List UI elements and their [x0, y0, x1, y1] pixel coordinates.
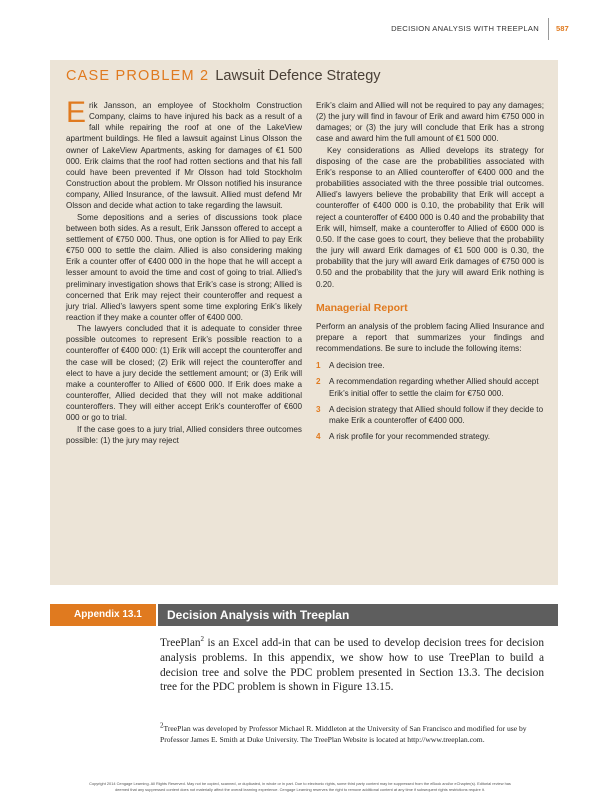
footnote-marker: 2	[200, 635, 205, 644]
drop-cap: E	[66, 96, 87, 129]
appendix-body-word: TreePlan	[160, 637, 201, 649]
appendix-paragraph	[160, 636, 544, 695]
footnote	[160, 723, 552, 745]
list-item	[316, 360, 544, 371]
case-paragraph-6: Key considerations as Allied develops its strategy for disposing of the case are the probabilities associated with Erik’s response to an Allied counteroffer of €400 000 and the probabilities associated with the three possible trial outcomes. Allied’s lawyers believe the probability that Erik will accept a counteroffer of €400 000 is 0.10, the probability that Erik will reject a counteroffer of €400 000 is 0.40 and the probability that Erik will, himself, make a counteroffer to Allied of €600 000 is 0.50. If the case goes to court, they believe that the probability the jury will award Erik damages of €1 500 000 is 0.30, the probability that the jury will award Erik damages of €750 000 is 0.50 and the probability that the jury will award Erik nothing is 0.20.	[316, 145, 544, 289]
managerial-report-heading: Managerial Report	[316, 301, 408, 314]
case-paragraph-4: If the case goes to a jury trial, Allied considers three outcomes possible: (1) the jury may reject	[66, 424, 302, 445]
page-header	[0, 0, 600, 48]
case-paragraph-2: Some depositions and a series of discussions took place between both sides. As a result, Erik Jansson offered to accept a settlement of €750 000. Thus, one option is for Allied to pay Erik €750 000 to settle the claim. Allied is also considering making Erik a counter offer of €400 000 in the hope that he will accept a lesser amount to avoid the time and cost of going to trial. Allied’s preliminary investigation shows that Erik’s case is strong; Allied is concerned that Erik may reject their counteroffer and request a jury trial. Allied’s lawyers spent some time exploring Erik’s likely reaction if they make a counter offer of €400 000.	[66, 212, 302, 322]
list-item-text: A recommendation regarding whether Allied should accept Erik’s initial offer to settle the claim for €750 000.	[329, 377, 539, 398]
list-item	[316, 431, 544, 442]
case-paragraph-1-text: rik Jansson, an employee of Stockholm Construction Company, claims to have injured his back as a result of a fall while repairing the roof at one of the LakeView apartment buildings. He filed a lawsuit against Linus Olsson the owner of LakeView Apartments, asking for damages of €1 500 000. Erik claims that the roof had rotten sections and that his fall could have been prevented if Mr Olsson had told Stockholm Construction about the problem. Mr Olsson notified his insurance company, Allied Insurance, of the lawsuit. Allied must defend Mr Olsson and decide what action to take regarding the lawsuit.	[66, 101, 302, 211]
header-divider	[548, 18, 549, 40]
list-item-text: A decision tree.	[329, 361, 385, 371]
appendix-body	[160, 636, 544, 695]
appendix-body-text: is an Excel add-in that can be used to develop decision trees for decision analysis problems. In this appendix, we show how to use TreePlan to build a decision tree and solve the PDC problem presented in Section 13.3. The decision tree for the PDC problem is shown in Figure 13.15.	[160, 637, 544, 694]
copyright-line-2: deemed that any suppressed content does not materially affect the overall learning experience. Cengage Learning reserves the right to remove additional content at any time if subsequent rights restrictions require it.	[115, 787, 485, 792]
copyright-line-1: Copyright 2014 Cengage Learning. All Rights Reserved. May not be copied, scanned, or duplicated, in whole or in part. Due to electronic rights, some third party content may be suppressed from the eBook and/or eChapter(s). Editorial review has	[89, 781, 511, 786]
case-left-column	[66, 96, 302, 446]
case-problem-title: Lawsuit Defence Strategy	[215, 68, 381, 84]
list-item-number: 3	[316, 404, 321, 414]
appendix-title: Decision Analysis with Treeplan	[158, 604, 558, 626]
case-paragraph-5: Erik’s claim and Allied will not be required to pay any damages; (2) the jury will find in favour of Erik and award him €750 000 in damages; or (3) the jury will conclude that Erik has a strong case and award him the full amount of €1 500 000.	[316, 101, 544, 144]
case-right-column	[316, 100, 544, 447]
list-item	[316, 376, 544, 398]
list-item-number: 4	[316, 432, 321, 442]
appendix-heading-bar	[50, 604, 558, 626]
list-item	[316, 404, 544, 426]
list-item-text: A risk profile for your recommended strategy.	[329, 432, 491, 442]
page-number: 587	[556, 24, 569, 33]
list-item-number: 2	[316, 377, 321, 387]
report-intro: Perform an analysis of the problem facing Allied Insurance and prepare a report that summarizes your findings and recommendations. Be sure to include the following items:	[316, 321, 544, 354]
copyright-notice	[0, 781, 600, 793]
case-problem-label: CASE PROBLEM 2	[66, 68, 210, 84]
case-paragraph-3: The lawyers concluded that it is adequate to consider three possible outcomes to represent Erik’s possible reaction to a counteroffer of €400 000: (1) Erik will accept the counteroffer and the case will be closed; (2) Erik will reject the counteroffer and elect to have a jury decide the settlement amount; or (3) Erik will make a counteroffer to Allied of €600 000. If Erik does make a counteroffer, Allied decided that they will not make additional counteroffers. They will either accept Erik’s counteroffer of €600 000 or go to trial.	[66, 324, 302, 423]
footnote-text: TreePlan was developed by Professor Michael R. Middleton at the University of San Francisco and modified for use by Professor James E. Smith at Duke University. The TreePlan Website is located at http://www.treeplan.com.	[160, 724, 527, 744]
list-item-number: 1	[316, 361, 321, 371]
appendix-tag: Appendix 13.1	[50, 604, 156, 626]
report-items-list	[316, 360, 544, 442]
case-problem-heading	[66, 68, 381, 84]
list-item-text: A decision strategy that Allied should follow if they decide to make Erik a counteroffer of €400 000.	[329, 404, 544, 425]
footnote-number: 2	[160, 721, 164, 730]
case-paragraph-1	[66, 96, 302, 212]
running-head: DECISION ANALYSIS WITH TREEPLAN	[391, 24, 539, 33]
